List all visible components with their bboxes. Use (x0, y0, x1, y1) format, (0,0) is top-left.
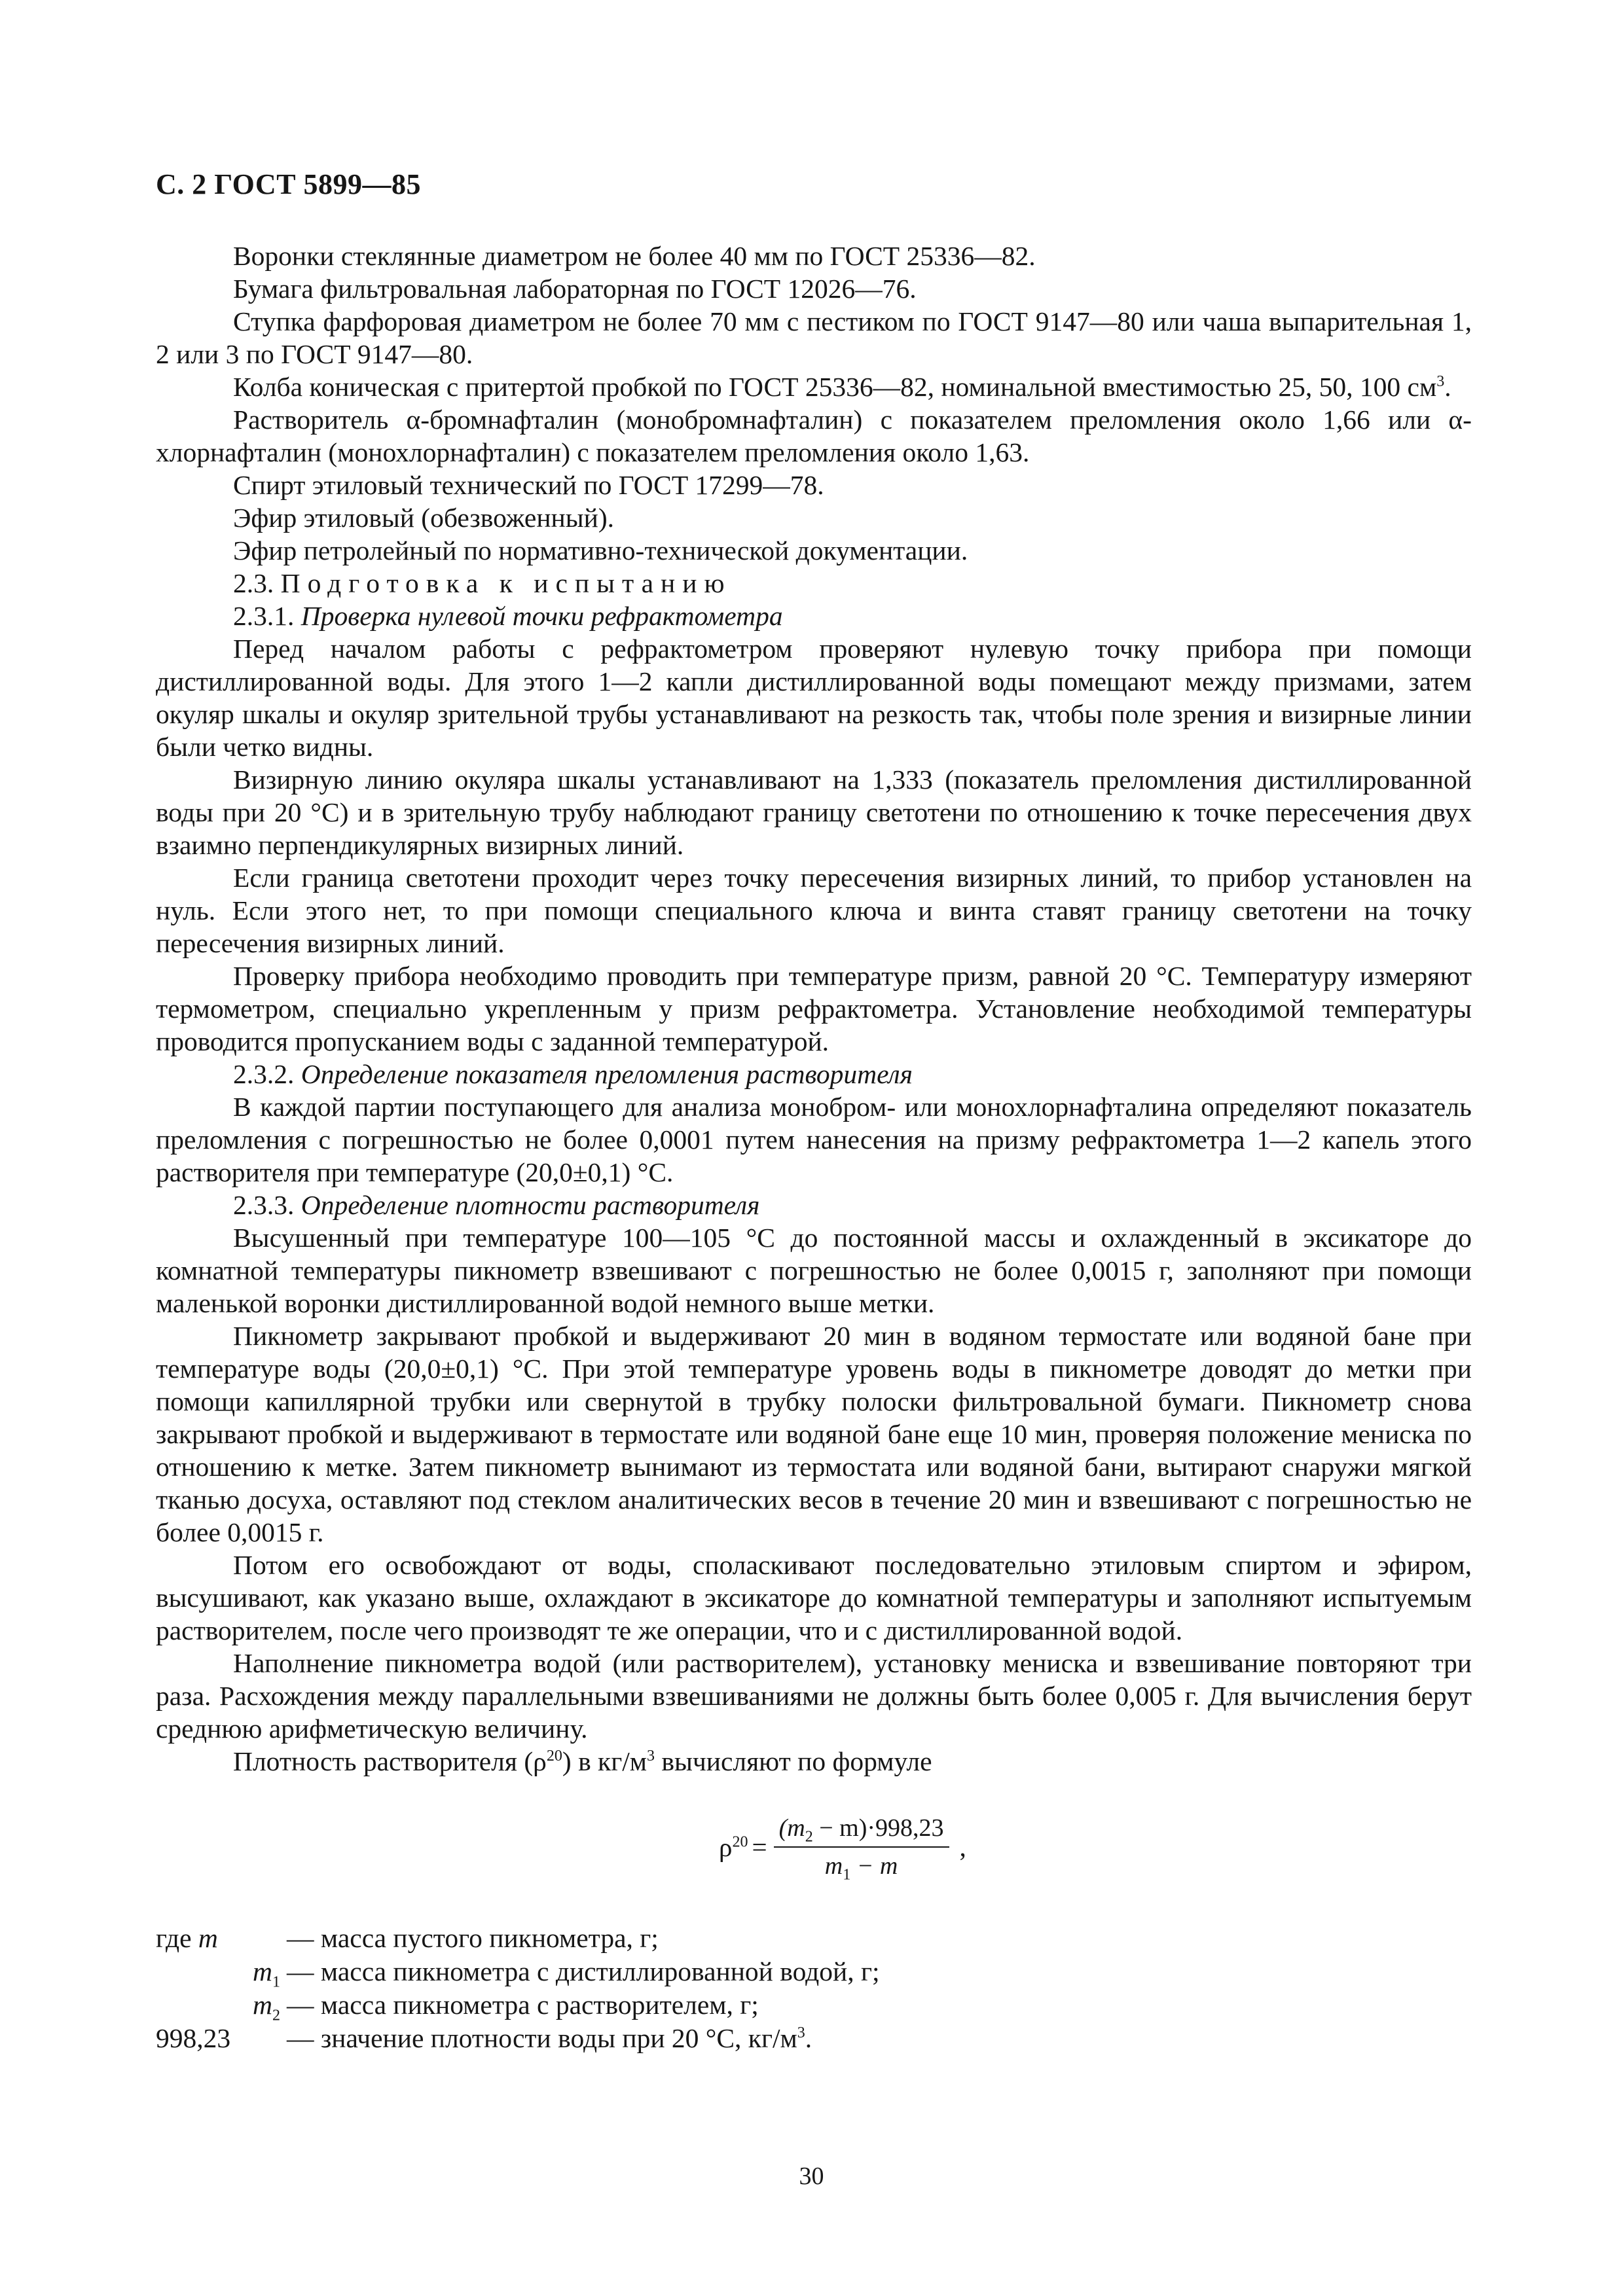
subsection-heading (156, 1058, 1472, 1090)
paragraph: Наполнение пикнометра водой (или растворителем), установку мениска и взвешивание повторяют три раза. Расхождения между параллельными взвешиваниями не должны быть более 0,005 г. Для вычисления берут среднюю арифметическую величину. (156, 1648, 1472, 1744)
legend-text-content: — значение плотности воды при 20 °С, кг/м (287, 2023, 797, 2053)
denominator-part: − m (850, 1852, 898, 1880)
formula-superscript: 20 (732, 1833, 748, 1851)
legend-symbol (156, 1955, 287, 1991)
numerator-subscript: 2 (805, 1828, 813, 1846)
formula-comma: , (959, 1832, 966, 1862)
legend-row (156, 1988, 1472, 2022)
numerator-part: (m (778, 1814, 805, 1842)
paragraph: Перед началом работы с рефрактометром проверяют нулевую точку прибора при помощи дистиллированной воды. Для этого 1—2 капли дистиллированной воды помещают между призмами, затем окуляр шкалы и окуляр зрительной трубы устанавливают на резкость так, чтобы поле зрения и визирные линии были четко видны. (156, 634, 1472, 762)
legend-text: — масса пикнометра с растворителем, г; (287, 1990, 759, 2020)
formula-denominator (824, 1848, 898, 1884)
section-number: 2.3.3. (233, 1190, 295, 1220)
formula-legend (156, 1922, 1472, 2055)
paragraph (156, 1745, 1472, 1778)
paragraph: Проверку прибора необходимо проводить при температуре призм, равной 20 °С. Температуру измеряют термометром, специально укрепленным у призм рефрактометра. Установление необходимой температуры проводится пропусканием воды с заданной температурой. (156, 961, 1472, 1056)
legend-text: — значение плотности воды при 20 °С, $кг/м^3$. (287, 2023, 812, 2053)
body-text (156, 240, 1472, 1778)
section-title: Проверка нулевой точки рефрактометра (301, 601, 783, 631)
paragraph: Колба коническая с притертой пробкой по ГОСТ 25336—82, номинальной вместимостью 25, 50, 100 $см^3$. (233, 372, 1451, 402)
section-title: Определение плотности растворителя (301, 1190, 760, 1220)
formula-fraction (774, 1814, 949, 1884)
legend-row (156, 1922, 1472, 1955)
legend-row (156, 1955, 1472, 1991)
running-header: С. 2 ГОСТ 5899—85 (156, 168, 422, 200)
paragraph: Эфир этиловый (обезвоженный). (233, 503, 615, 533)
superscript: 20 (546, 1748, 562, 1765)
paragraph: Спирт этиловый технический по ГОСТ 17299—78. (233, 470, 824, 500)
superscript: 3 (1436, 373, 1445, 391)
paragraph: Бумага фильтровальная лабораторная по ГОСТ 12026—76. (233, 274, 917, 304)
section-number: 2.3.1. (233, 601, 295, 631)
legend-text: — масса пустого пикнометра, г; (287, 1923, 659, 1953)
paragraph-text: вычисляют по формуле (655, 1746, 932, 1776)
subsection-heading (156, 1189, 1472, 1221)
section-number: 2.3. (233, 568, 274, 598)
legend-symbol (156, 2022, 287, 2055)
paragraph: Потом его освобождают от воды, споласкивают последовательно этиловым спиртом и эфиром, высушивают, как указано выше, охлаждают в эксикаторе до комнатной температуры и заполняют испытуемым растворителем, после чего производят те же операции, что и с дистиллированной водой. (156, 1550, 1472, 1645)
denominator-part: m (824, 1852, 843, 1880)
denominator-subscript: 1 (843, 1866, 851, 1884)
legend-row (156, 2022, 1472, 2055)
formula-lhs (719, 1831, 748, 1863)
legend-subscript: 1 (272, 1973, 280, 1991)
paragraph: Высушенный при температуре 100—105 °С до постоянной массы и охлажденный в эксикаторе до комнатной температуры пикнометр взвешивают с погрешностью не более 0,0015 г, заполняют при помощи маленькой воронки дистиллированной водой немного выше метки. (156, 1223, 1472, 1318)
section-number: 2.3.2. (233, 1059, 295, 1089)
legend-symbol (156, 1922, 287, 1955)
section-title: Определение показателя преломления растворителя (301, 1059, 913, 1089)
numerator-part: − m)·998,23 (812, 1814, 944, 1842)
legend-symbol-text: m (253, 1990, 272, 2020)
subsection-heading (156, 600, 1472, 632)
paragraph: Растворитель α-бромнафталин (монобромнафталин) с показателем преломления около 1,66 или α-хлорнафталин (монохлорнафталин) с показателем преломления около 1,63. (156, 404, 1472, 467)
paragraph: Эфир петролейный по нормативно-технической документации. (233, 535, 968, 565)
legend-subscript: 2 (272, 2007, 280, 2024)
superscript: 3 (797, 2024, 805, 2042)
density-formula (719, 1808, 966, 1886)
section-heading (156, 567, 1472, 600)
formula-numerator (774, 1814, 949, 1848)
page-number: 30 (799, 2162, 824, 2190)
legend-text: — масса пикнометра с дистиллированной водой, г; (287, 1956, 880, 1986)
paragraph-text: Колба коническая с притертой пробкой по ГОСТ 25336—82, номинальной вместимостью 25, 50, 100 см (233, 372, 1437, 402)
legend-symbol-text: m (253, 1956, 272, 1986)
superscript: 3 (647, 1748, 655, 1765)
paragraph: Визирную линию окуляра шкалы устанавливают на 1,333 (показатель преломления дистиллированной воды при 20 °С) и в зрительную трубу наблюдают границу светотени по отношению к точке пересечения двух взаимно перпендикулярных визирных линий. (156, 764, 1472, 860)
paragraph: Пикнометр закрывают пробкой и выдерживают 20 мин в водяном термостате или водяной бане при температуре воды (20,0±0,1) °С. При этой температуре уровень воды в пикнометре доводят до метки при помощи капиллярной трубки или свернутой в трубку полоски фильтровальной бумаги. Пикнометр снова закрывают пробкой и выдерживают в термостате или водяной бане еще 10 мин, проверяя положение мениска по отношению к метке. Затем пикнометр вынимают из термостата или водяной бани, вытирают снаружи мягкой тканью досуха, оставляют под стеклом аналитических весов в течение 20 мин и взвешивают с погрешностью не более 0,0015 г. (156, 1321, 1472, 1547)
legend-symbol (156, 1988, 287, 2022)
paragraph: Ступка фарфоровая диаметром не более 70 мм с пестиком по ГОСТ 9147—80 или чаша выпарительная 1, 2 или 3 по ГОСТ 9147—80. (156, 306, 1472, 369)
equals-sign: = (752, 1832, 767, 1862)
legend-symbol-text: где m (156, 1923, 218, 1953)
paragraph: Воронки стеклянные диаметром не более 40 мм по ГОСТ 25336—82. (233, 241, 1036, 271)
paragraph-text: ) в кг/м (562, 1746, 647, 1776)
paragraph: Если граница светотени проходит через точку пересечения визирных линий, то прибор установлен на нуль. Если этого нет, то при помощи специального ключа и винта ставят границу светотени на точку пересечения визирных линий. (156, 863, 1472, 958)
rho-symbol: ρ (719, 1832, 733, 1862)
paragraph: В каждой партии поступающего для анализа монобром- или монохлорнафталина определяют показатель преломления с погрешностью не более 0,0001 путем нанесения на призму рефрактометра 1—2 капель этого растворителя при температуре (20,0±0,1) °С. (156, 1092, 1472, 1187)
legend-symbol-text: 998,23 (156, 2023, 231, 2053)
section-title: Подготовка к испытанию (280, 568, 732, 598)
paragraph-text: Плотность растворителя (ρ (233, 1746, 547, 1776)
